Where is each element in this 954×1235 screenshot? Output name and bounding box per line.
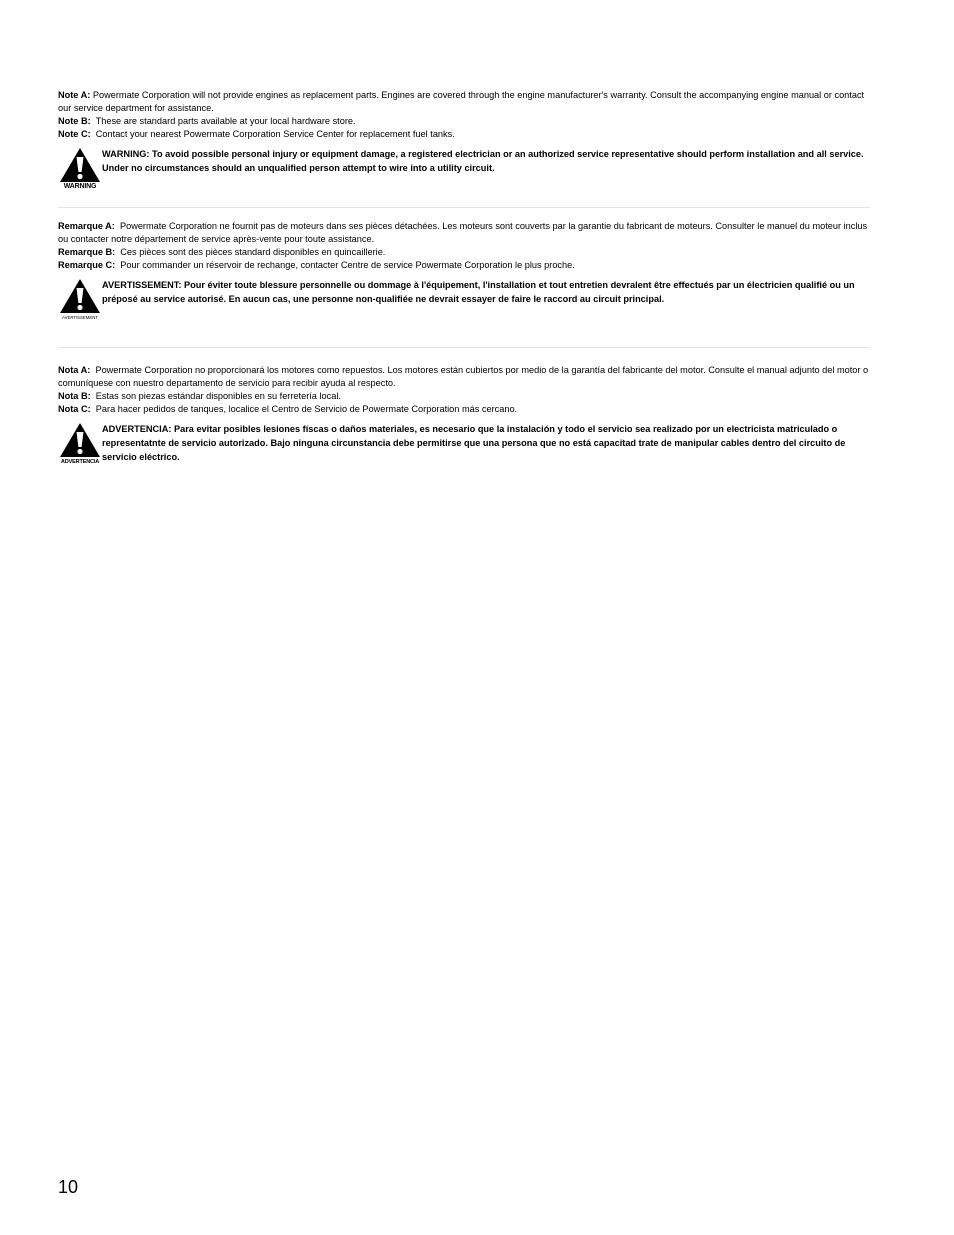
note-label: Remarque A:: [58, 221, 115, 231]
warning-triangle-icon: [59, 422, 101, 458]
warning-icon-caption: ADVERTENCIA: [60, 459, 100, 465]
note-text: Para hacer pedidos de tanques, localice el Centro de Servicio de Powermate Corporation más cercano.: [95, 404, 518, 414]
note-label: Note A:: [58, 90, 91, 100]
section-french: [58, 220, 870, 320]
warning-icon-group: [58, 422, 102, 466]
note-text: Powermate Corporation will not provide engines as replacement parts. Engines are covered through the engine manufacturer's warranty. Consult the accompanying engine manual or contact our service department for assistance.: [58, 90, 865, 113]
note-text: These are standard parts available at your local hardware store.: [95, 116, 356, 126]
section-english: [58, 89, 870, 190]
section-divider: [58, 207, 870, 208]
note-a: [58, 364, 870, 390]
warning-triangle-icon: [59, 147, 101, 183]
note-label: Remarque B:: [58, 247, 116, 257]
note-label: Nota C:: [58, 404, 91, 414]
note-c: [58, 259, 870, 272]
note-text: Powermate Corporation ne fournit pas de moteurs dans ses pièces détachées. Les moteurs sont couverts par la garantie du fabricant de moteurs. Consulter le manuel du moteur inclus ou contacter notre département de service après-vente pour toute assistance.: [58, 221, 868, 244]
note-a: [58, 89, 870, 115]
warning-block: [58, 147, 870, 190]
note-text: Powermate Corporation no proporcionará los motores como repuestos. Los motores están cubiertos por medio de la garantía del fabricante del motor. Consulte el manual adjunto del motor o comuníquese con nuestro departamento de servicio para recibir ayuda al respecto.: [58, 365, 869, 388]
note-b: [58, 115, 870, 128]
note-label: Note C:: [58, 129, 91, 139]
note-c: [58, 128, 870, 141]
page-number: 10: [58, 1177, 79, 1197]
warning-block: [58, 422, 870, 464]
note-label: Remarque C:: [58, 260, 116, 270]
note-c: [58, 403, 870, 416]
warning-icon-caption: AVERTISSEMENT: [62, 315, 98, 320]
note-a: [58, 220, 870, 246]
warning-text: WARNING: To avoid possible personal injury or equipment damage, a registered electrician or an authorized service representative should perform installation and all service. Under no circumstances should an unqualified person attempt to wire into a utility circuit.: [102, 149, 864, 173]
note-b: [58, 390, 870, 403]
section-spanish: [58, 364, 870, 464]
note-text: Ces pièces sont des pièces standard disponibles en quincaillerie.: [120, 247, 386, 257]
note-label: Note B:: [58, 116, 91, 126]
note-label: Nota B:: [58, 391, 91, 401]
section-divider: [58, 347, 870, 348]
warning-text: ADVERTENCIA: Para evitar posibles lesiones físcas o daños materiales, es necesario que la instalación y todo el servicio sea realizado por un electricista matriculado o representatnte de servicio autorizado. Bajo ninguna circunstancia debe permitirse que una persona que no está capacitad trate de manipular cables dentro del circuito de servicio eléctrico.: [102, 424, 846, 462]
note-text: Estas son piezas estándar disponibles en su ferretería local.: [95, 391, 341, 401]
warning-text: AVERTISSEMENT: Pour éviter toute blessure personnelle ou dommage à l'équipement, l'installation et tout entretien devralent être effectués par un électricien qualifié ou un préposé au service autorisé. En aucun cas, une personne non-qualifiée ne devrait essayer de faire le raccord au circuit principal.: [102, 280, 855, 304]
warning-icon-group: [58, 147, 102, 191]
warning-block: [58, 278, 870, 320]
warning-icon-group: [58, 278, 102, 322]
note-text: Contact your nearest Powermate Corporation Service Center for replacement fuel tanks.: [95, 129, 455, 139]
warning-icon-caption: WARNING: [63, 183, 97, 190]
note-label: Nota A:: [58, 365, 91, 375]
note-b: [58, 246, 870, 259]
warning-triangle-icon: [59, 278, 101, 314]
note-text: Pour commander un réservoir de rechange, contacter Centre de service Powermate Corporation le plus proche.: [120, 260, 575, 270]
